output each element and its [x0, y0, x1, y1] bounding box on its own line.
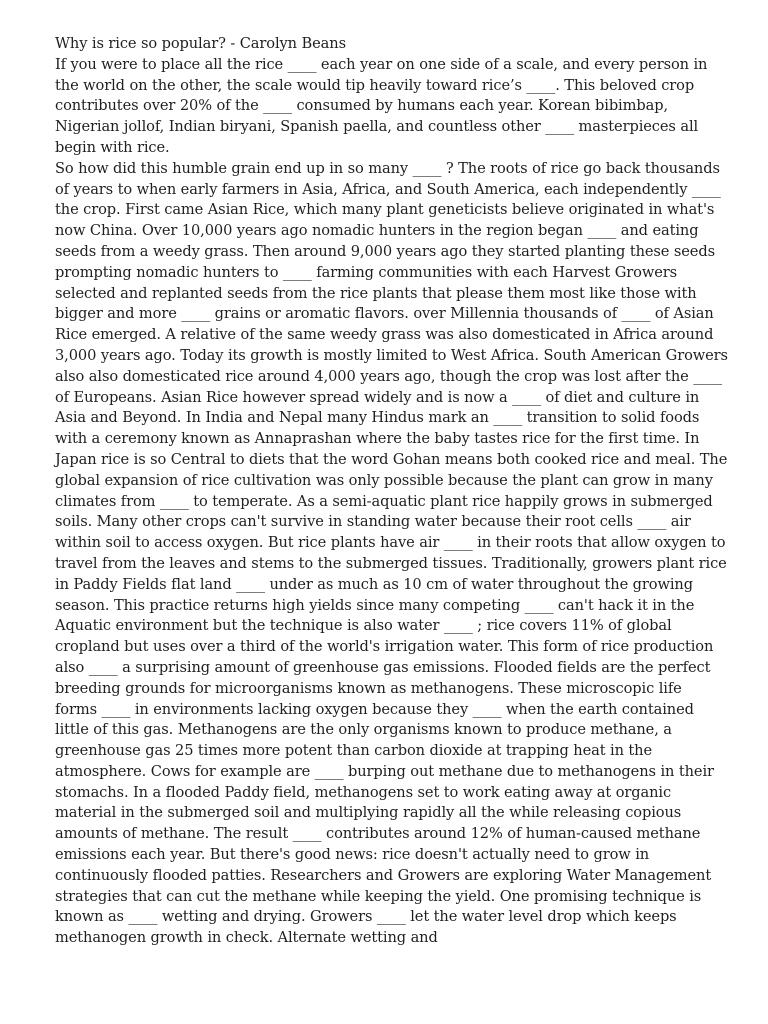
document-title: Why is rice so popular? - Carolyn Beans — [55, 35, 346, 52]
paragraph-body: So how did this humble grain end up in so many ____ ? The roots of rice go back thousands of years to when early farmers in Asia, Africa, and South America, each independently ____ the crop. First came Asian Rice, which many plant geneticists believe originated in what's now China. Over 10,000 years ago nomadic hunters in the region began ____ and eating seeds from a weedy grass. Then around 9,000 years ago they started planting these seeds prompting nomadic hunters to ____ farming communities with each Harvest Growers selected and replanted seeds from the rice plants that please them most like those with bigger and more ____ grains or aromatic flavors. over Millennia thousands of ____ of Asian Rice emerged. A relative of the same weedy grass was also domesticated in Africa around 3,000 years ago. Today its growth is mostly limited to West Africa. South American Growers also also domesticated rice around 4,000 years ago, though the crop was lost after the ____ of Europeans. Asian Rice however spread widely and is now a ____ of diet and culture in Asia and Beyond. In India and Nepal many Hindus mark an ____ transition to solid foods with a ceremony known as Annaprashan where the baby tastes rice for the first time. In Japan rice is so Central to diets that the word Gohan means both cooked rice and meal. The global expansion of rice cultivation was only possible because the plant can grow in many climates from ____ to temperate. As a semi-aquatic plant rice happily grows in submerged soils. Many other crops can't survive in standing water because their root cells ____ air within soil to access oxygen. But rice plants have air ____ in their roots that allow oxygen to travel from the leaves and stems to the submerged tissues. Traditionally, growers plant rice in Paddy Fields flat land ____ under as much as 10 cm of water throughout the growing season. This practice returns high yields since many competing ____ can't hack it in the Aquatic environment but the technique is also water ____ ; rice covers 11% of global cropland but uses over a third of the world's irrigation water. This form of rice production also ____ a surprising amount of greenhouse gas emissions. Flooded fields are the perfect breeding grounds for microorganisms known as methanogens. These microscopic life forms ____ in environments lacking oxygen because they ____ when the earth contained little of this gas. Methanogens are the only organisms known to produce methane, a greenhouse gas 25 times more potent than carbon dioxide at trapping heat in the atmosphere. Cows for example are ____ burping out methane due to methanogens in their stomachs. In a flooded Paddy field, methanogens set to work eating away at organic material in the submerged soil and multiplying rapidly all the while releasing copious amounts of methane. The result ____ contributes around 12% of human-caused methane emissions each year. But there's good news: rice doesn't actually need to grow in continuously flooded patties. Researchers and Growers are exploring Water Management strategies that can cut the methane while keeping the yield. One promising technique is known as ____ wetting and drying. Growers ____ let the water level drop which keeps methanogen growth in check. Alternate wetting and — [55, 159, 728, 947]
paragraph-intro: If you were to place all the rice ____ each year on one side of a scale, and every person in the world on the other, the scale would tip heavily toward rice’s ____. This beloved crop contributes over 20% of the ____ consumed by humans each year. Korean bibimbap, Nigerian jollof, Indian biryani, Spanish paella, and countless other ____ masterpieces all begin with rice. — [55, 55, 708, 156]
